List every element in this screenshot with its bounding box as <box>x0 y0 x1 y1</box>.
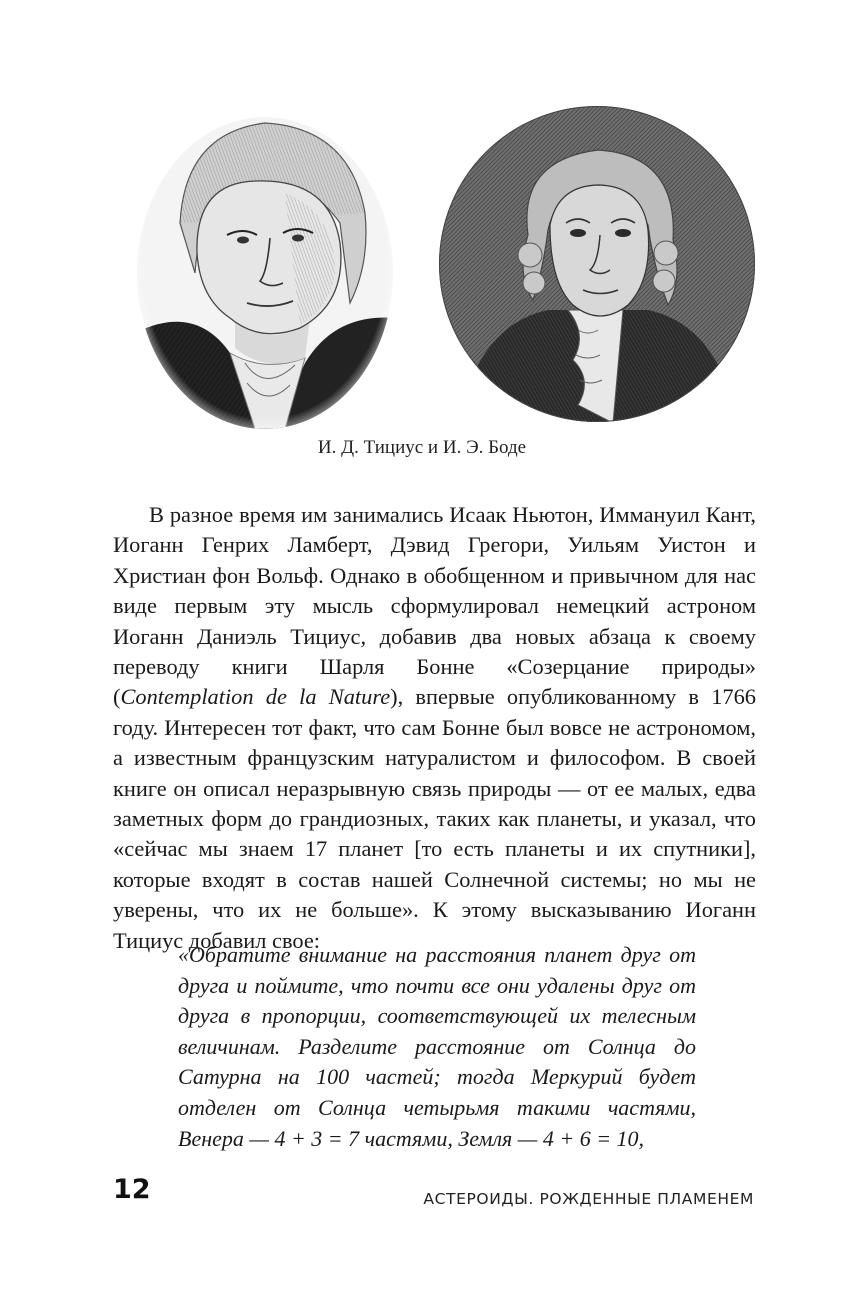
paragraph-text-start: В разное время им занимались Исаак Ньютон, Иммануил Кант, Иоганн Генрих Ламберт, Дэвид Грегори, Уильям Уистон и Христиан фон Вольф. Однако в обобщенном и привычном для нас виде первым эту мысль сформулировал немецкий астроном Иоганн Даниэль Тициус, добавив два новых абзаца к своему переводу книги Шарля Бонне «Созерцание природы» ( <box>113 502 756 710</box>
quotation-block: «Обратите внимание на расстояния планет друг от друга и поймите, что почти все они удалены друг от друга в пропорции, соответствующей их телесным величинам. Разделите расстояние от Солнца до Сатурна на 100 частей; тогда Меркурий будет отделен от Солнца четырьмя такими частями, Венера — 4 + 3 = 7 частями, Земля — 4 + 6 = 10, <box>178 942 696 1151</box>
book-title-italic: Contemplation de la Nature <box>120 684 391 710</box>
paragraph-text-end: ), впервые опубликованному в 1766 году. Интересен тот факт, что сам Бонне был вовсе не астрономом, а известным французским натуралистом и философом. В своей книге он описал неразрывную связь природы — от ее малых, едва заметных форм до грандиозных, таких как планеты, и указал, что «сейчас мы знаем 17 планет [то есть планеты и их спутники], которые входят в состав нашей Солнечной системы; но мы не уверены, что их не больше». К этому высказыванию Иоганн Тициус добавил свое: <box>113 684 757 953</box>
page-number: 12 <box>113 1174 151 1205</box>
portrait-bode <box>438 105 756 423</box>
portraits-figure <box>135 103 760 431</box>
portrait-titius <box>135 103 395 429</box>
body-paragraph <box>113 500 756 956</box>
running-head: АСТЕРОИДЫ. РОЖДЕННЫЕ ПЛАМЕНЕМ <box>423 1190 754 1208</box>
figure-caption: И. Д. Тициус и И. Э. Боде <box>317 437 527 458</box>
